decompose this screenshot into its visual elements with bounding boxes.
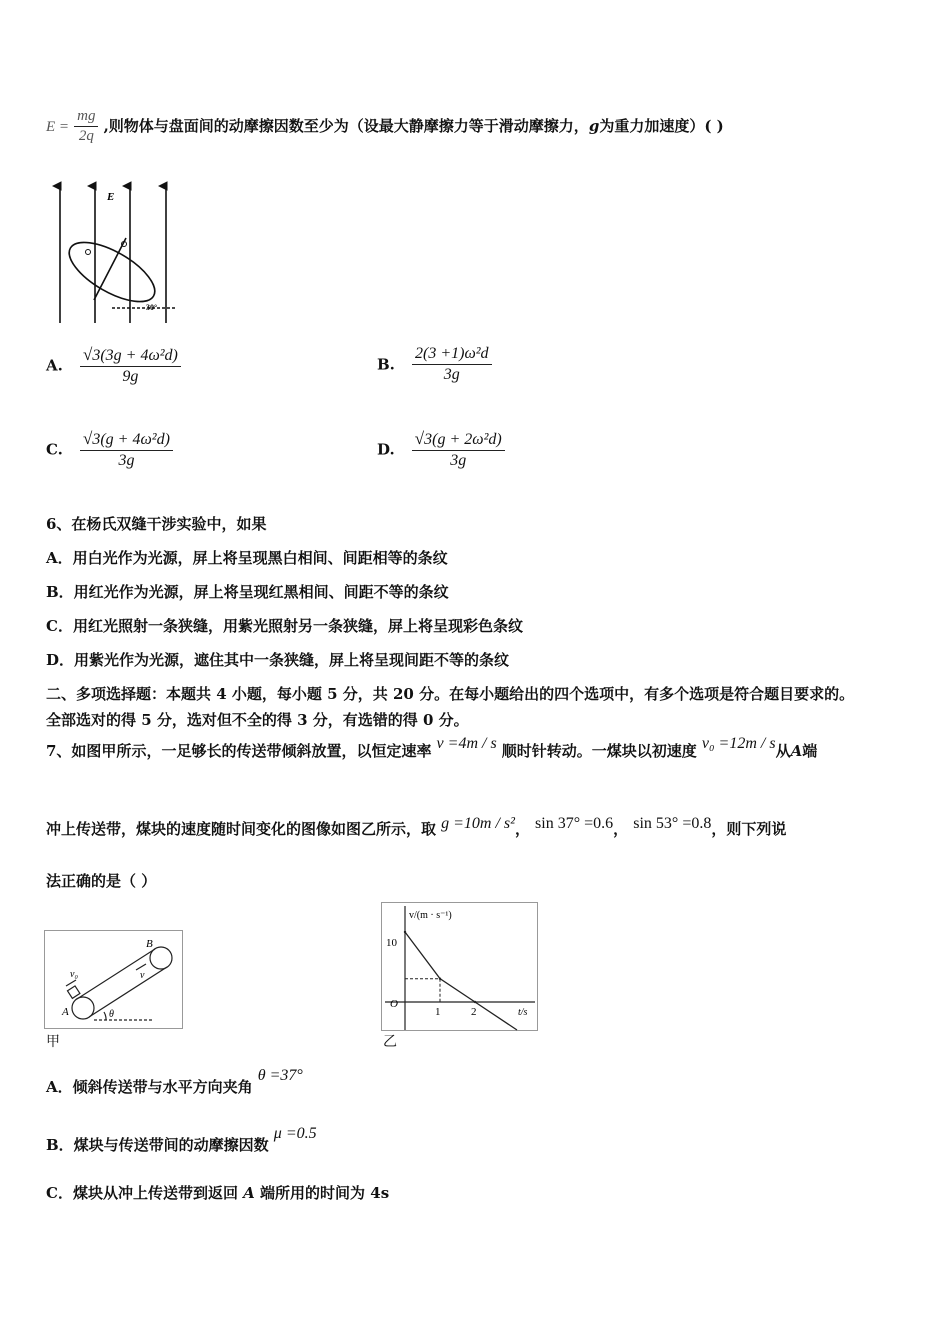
- q7-figure-yi: [381, 902, 539, 1032]
- q7-v-eq: v =4m / s: [436, 735, 497, 752]
- q6-option-a[interactable]: A．用白光作为光源，屏上将呈现黑白相间、间距相等的条纹: [46, 549, 448, 567]
- option-den: 3g: [450, 452, 467, 469]
- q7-option-c-pre: C．煤块从冲上传送带到返回: [46, 1184, 244, 1202]
- label-theta: θ: [109, 1009, 114, 1020]
- q7-option-c[interactable]: [46, 1182, 389, 1203]
- q5-figure: [52, 180, 182, 328]
- belt-bottom: [89, 967, 167, 1017]
- object-marker: [86, 250, 91, 255]
- option-label: A.: [46, 356, 63, 375]
- q7-stem-part4: 端: [802, 742, 818, 760]
- option-label: B.: [377, 355, 395, 374]
- option-num: √3(3g + 4ω²d): [80, 345, 181, 367]
- q6-option-b[interactable]: B．用红光作为光源，屏上将呈现红黑相间、间距不等的条纹: [46, 583, 449, 601]
- section2-line1: 二、多项选择题：本题共 4 小题，每小题 5 分，共 20 分。在每小题给出的四个选项中，有多个选项是符合题目要求的。: [46, 685, 855, 703]
- q7-stem-part1: 7、如图甲所示，一足够长的传送带倾斜放置，以恒定速率: [46, 742, 432, 760]
- option-num-text: 3(3g + 4ω²d): [92, 347, 178, 364]
- rotation-axis: [94, 238, 126, 300]
- q7-caption-jia: 甲: [46, 1034, 60, 1050]
- q5-formula-den: 2q: [78, 128, 94, 144]
- y-tick-10: 10: [386, 937, 397, 949]
- q5-formula-fraction: [74, 108, 98, 145]
- vt-point-2: [474, 1001, 476, 1003]
- option-den: 3g: [118, 452, 135, 469]
- q5-stem-text: ,则物体与盘面间的动摩擦因数至少为（设最大静摩擦力等于滑动摩擦力，: [103, 117, 589, 135]
- q7-stem-line2: [46, 815, 787, 839]
- field-label-E: E: [107, 191, 115, 203]
- q7-stem-line3: 法正确的是（ ）: [46, 872, 157, 890]
- q5-stem-g: g: [588, 117, 600, 135]
- q7-option-b-text: B．煤块与传送带间的动摩擦因数: [46, 1136, 269, 1154]
- option-den: 3g: [443, 366, 460, 383]
- origin-label: O: [390, 998, 398, 1010]
- y-axis-label: v/(m · s⁻¹): [409, 910, 452, 921]
- q7-option-b[interactable]: [46, 1125, 317, 1155]
- option-num: [412, 345, 492, 365]
- q7-v0-eq: v₀ =12m / s: [701, 735, 776, 752]
- option-num: √3(g + 4ω²d): [80, 429, 173, 451]
- q7-option-b-math: μ =0.5: [273, 1125, 317, 1142]
- q7-stem-part3: 从: [775, 742, 791, 760]
- option-num-text: 2(3 +1)ω²d: [415, 345, 489, 362]
- q7-option-c-A: A: [243, 1184, 255, 1202]
- v0-arrow: [66, 980, 76, 986]
- q7-sin37: sin 37° =0.6: [535, 815, 614, 832]
- x-axis-label: t/s: [518, 1007, 528, 1018]
- section2-line2: 全部选对的得 5 分，选对但不全的得 3 分，有选错的得 0 分。: [46, 711, 469, 729]
- q6-stem: 6、在杨氏双缝干涉实验中，如果: [46, 515, 267, 533]
- q5-option-b[interactable]: [377, 345, 492, 384]
- q5-formula-lhs: E =: [46, 119, 70, 135]
- x-tick-2: 2: [471, 1006, 477, 1018]
- q5-stem: [46, 108, 724, 145]
- q7-g-eq: g =10m / s²: [441, 815, 515, 832]
- option-label: C.: [46, 440, 63, 459]
- label-v: v: [140, 970, 145, 981]
- label-B: B: [146, 938, 153, 950]
- angle-arc: [104, 1012, 106, 1020]
- q7-sep1: ，: [514, 820, 530, 838]
- q7-caption-yi: 乙: [383, 1034, 397, 1050]
- option-label: D.: [377, 440, 395, 459]
- q5-stem-tail: 为重力加速度）( ): [599, 117, 724, 135]
- option-den: 9g: [122, 368, 139, 385]
- q6-option-d[interactable]: D．用紫光作为光源，遮住其中一条狭缝，屏上将呈现间距不等的条纹: [46, 651, 510, 669]
- q7-option-a-math: θ =37°: [257, 1067, 303, 1084]
- q7-line2-tail: ，则下列说: [711, 820, 787, 838]
- q7-option-c-post: 端所用的时间为 4s: [254, 1184, 390, 1202]
- q5-option-c[interactable]: [46, 429, 173, 470]
- option-num-text: 3(g + 4ω²d): [92, 431, 170, 448]
- option-fraction: [412, 345, 492, 384]
- label-v0: v₀: [70, 969, 78, 980]
- q7-option-a-text: A．倾斜传送带与水平方向夹角: [46, 1078, 253, 1096]
- x-tick-1: 1: [435, 1006, 441, 1018]
- option-fraction: [412, 429, 505, 470]
- q5-option-d[interactable]: [377, 429, 505, 470]
- q7-stem-line1: [46, 735, 818, 761]
- option-num-text: 3(g + 2ω²d): [424, 431, 502, 448]
- angle-label: 30°: [146, 303, 158, 312]
- q5-formula-num: mg: [74, 108, 98, 127]
- q7-line2-part1: 冲上传送带，煤块的速度随时间变化的图像如图乙所示，取: [46, 820, 437, 838]
- vt-series-line: [405, 932, 517, 1030]
- q7-sep2: ，: [613, 820, 629, 838]
- q7-figure-jia: [44, 930, 184, 1032]
- vt-point-1: [439, 978, 441, 980]
- vt-point-0: [404, 931, 406, 933]
- label-A: A: [62, 1006, 69, 1018]
- q7-stem-A: A: [790, 742, 803, 760]
- q7-sin53: sin 53° =0.8: [633, 815, 712, 832]
- coal-block: [67, 986, 79, 998]
- rotating-disc: [60, 231, 163, 314]
- vt-guide-t1: [405, 979, 440, 1002]
- option-fraction: [80, 345, 181, 386]
- option-num: √3(g + 2ω²d): [412, 429, 505, 451]
- q7-stem-part2: 顺时针转动。一煤块以初速度: [501, 742, 697, 760]
- q5-option-a[interactable]: [46, 345, 181, 386]
- q7-option-a[interactable]: [46, 1067, 303, 1097]
- option-fraction: [80, 429, 173, 470]
- q6-option-c[interactable]: C．用红光照射一条狭缝，用紫光照射另一条狭缝，屏上将呈现彩色条纹: [46, 617, 523, 635]
